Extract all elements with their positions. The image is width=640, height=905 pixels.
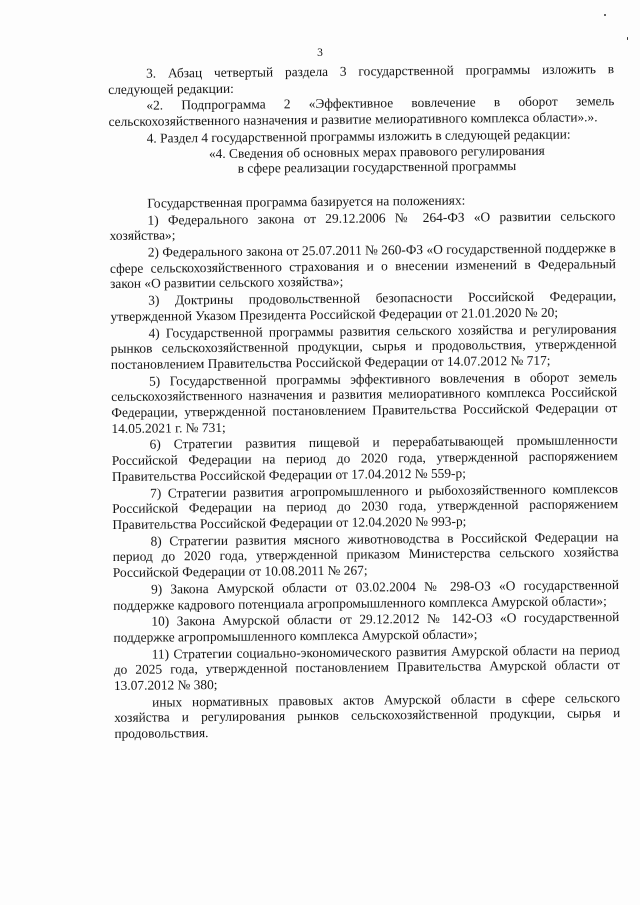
scan-speck — [627, 37, 628, 40]
scan-speck — [604, 14, 606, 16]
list-item: 3) Доктрины продовольственной безопасности Российской Федерации, утвержденной Указом Президента Российской Федерации от 21.01.2020 № 20; — [110, 288, 617, 324]
section-heading-line-2: в сфере реализации государственной программы — [237, 158, 517, 176]
document-body — [108, 61, 620, 742]
paragraph-item-3: 3. Абзац четвертый раздела 3 государственной программы изложить в следующей редакции: — [108, 61, 615, 97]
list-item: 10) Закона Амурской области от 29.12.2012 № 142-ОЗ «О государственной поддержке агропромышленного комплекса Амурской области»; — [113, 609, 620, 645]
list-item: 6) Стратегии развития пищевой и перерабатывающей промышленности Российской Федерации на период до 2020 года, утвержденной распоряжением Правительства Российской Федерации от 17.04.2012 № 559-р; — [111, 432, 618, 484]
list-item: 8) Стратегии развития мясного животноводства в Российской Федерации на период до 2020 года, утвержденной приказом Министерства сельского хозяйства Российской Федерации от 10.08.2011 № 267; — [112, 528, 619, 581]
intro-paragraph: Государственная программа базируется на положениях: — [147, 192, 466, 211]
list-item: 2) Федерального закона от 25.07.2011 № 260-ФЗ «О государственной поддержке в сфере сельскохозяйственного страхования и о внесении изменений в Федеральный закон «О развитии сельского хозяйства»; — [109, 240, 616, 292]
paragraph-subprogram-2: «2. Подпрограмма 2 «Эффективное вовлечение в оборот земель сельскохозяйственного назначения и развитие мелиоративного комплекса области».». — [108, 93, 615, 130]
list-item: 7) Стратегии развития агропромышленного и рыбохозяйственного комплексов Российской Федерации на период до 2030 года, утвержденной распоряжением Правительства Российской Федерации от 12.04.2020 № 993-р; — [112, 480, 619, 532]
list-item: 9) Закона Амурской области от 03.02.2004 № 298-ОЗ «О государственной поддержке кадрового потенциала агропромышленного комплекса Амурской области»; — [113, 576, 620, 613]
paragraph-item-4: 4. Раздел 4 государственной программы изложить в следующей редакции: — [146, 126, 571, 146]
list-item: 1) Федерального закона от 29.12.2006 № 264-ФЗ «О развитии сельского хозяйства»; — [109, 207, 616, 244]
section-heading-line-1: «4. Сведения об основных мерах правового регулирования — [208, 142, 545, 161]
list-item: 4) Государственной программы развития сельского хозяйства и регулирования рынков сельскохозяйственной продукции, сырья и продовольствия, утвержденной постановлением Правительства Российской Федерации от 14.07.2012 № 717; — [110, 320, 617, 372]
list-item-closing: иных нормативных правовых актов Амурской области в сфере сельского хозяйства и регулирования рынков сельскохозяйственной продукции, сырья и продовольствия. — [114, 689, 621, 742]
list-item: 5) Государственной программы эффективного вовлечения в оборот земель сельскохозяйственного назначения и развития мелиоративного комплекса Российской Федерации, утвержденной постановлением Правительства Российской Федерации от 14.05.2021 г. № 731; — [111, 368, 618, 436]
page-number: 3 — [317, 47, 323, 59]
list-item: 11) Стратегии социально-экономического развития Амурской области на период до 2025 года, утвержденной постановлением Правительства Амурской области от 13.07.2012 № 380; — [113, 641, 620, 693]
